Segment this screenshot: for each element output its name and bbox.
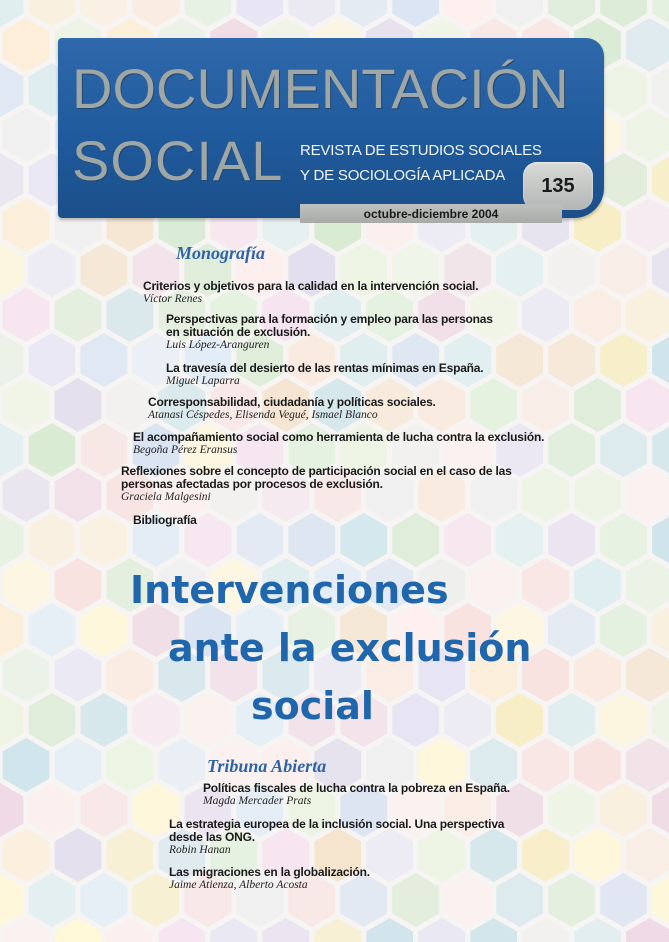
list-item xyxy=(121,465,512,504)
list-item xyxy=(166,313,493,352)
masthead-title-line1: DOCUMENTACIÓN xyxy=(72,57,569,120)
list-item xyxy=(148,396,436,422)
article-title-line2: personas afectadas por procesos de exclusión. xyxy=(121,477,383,491)
article-author: Miguel Laparra xyxy=(166,375,240,387)
article-author: Atanasi Céspedes, Elisenda Vegué, Ismael Blanco xyxy=(148,409,378,421)
article-title: La estrategia europea de la inclusión social. Una perspectiva xyxy=(169,817,505,831)
article-title: El acompañamiento social como herramienta de lucha contra la exclusión. xyxy=(133,430,545,444)
article-title: La travesía del desierto de las rentas mínimas en España. xyxy=(166,361,484,375)
list-item xyxy=(133,431,544,457)
article-title: Bibliografía xyxy=(133,513,197,527)
list-item xyxy=(143,280,478,306)
main-title-line3: social xyxy=(251,684,374,728)
section-heading-tribuna: Tribuna Abierta xyxy=(207,756,327,776)
article-title: Criterios y objetivos para la calidad en la intervención social. xyxy=(143,279,479,293)
issue-number-badge: 135 xyxy=(523,162,593,210)
article-title: Reflexiones sobre el concepto de participación social en el caso de las xyxy=(121,464,512,478)
article-author: Magda Mercader Prats xyxy=(203,795,312,807)
article-author: Víctor Renes xyxy=(143,293,203,305)
article-author: Graciela Malgesini xyxy=(121,491,211,503)
issue-date: octubre-diciembre 2004 xyxy=(300,204,562,223)
article-title-line2: desde las ONG. xyxy=(169,830,255,844)
article-author: Robin Hanan xyxy=(169,844,231,856)
article-title: Perspectivas para la formación y empleo para las personas xyxy=(166,312,493,326)
article-title-line2: en situación de exclusión. xyxy=(166,325,311,339)
article-author: Begoña Pérez Eransus xyxy=(133,444,238,456)
list-item xyxy=(203,782,510,808)
masthead-subtitle-line1: REVISTA DE ESTUDIOS SOCIALES xyxy=(300,142,542,159)
section-heading-monografia: Monografía xyxy=(176,243,266,263)
article-title: Corresponsabilidad, ciudadanía y políticas sociales. xyxy=(148,395,436,409)
article-title: Políticas fiscales de lucha contra la pobreza en España. xyxy=(203,781,510,795)
masthead-title-line2: SOCIAL xyxy=(72,129,284,192)
article-title: Las migraciones en la globalización. xyxy=(169,865,370,879)
masthead-subtitle-line2: Y DE SOCIOLOGÍA APLICADA xyxy=(300,167,506,184)
main-title-line1: Intervenciones xyxy=(130,568,449,612)
list-item xyxy=(133,514,197,527)
article-author: Jaime Atienza, Alberto Acosta xyxy=(169,879,308,891)
main-title-line2: ante la exclusión xyxy=(168,626,532,670)
list-item xyxy=(169,818,504,857)
list-item xyxy=(166,362,483,388)
article-author: Luis López-Aranguren xyxy=(166,339,270,351)
list-item xyxy=(169,866,370,892)
